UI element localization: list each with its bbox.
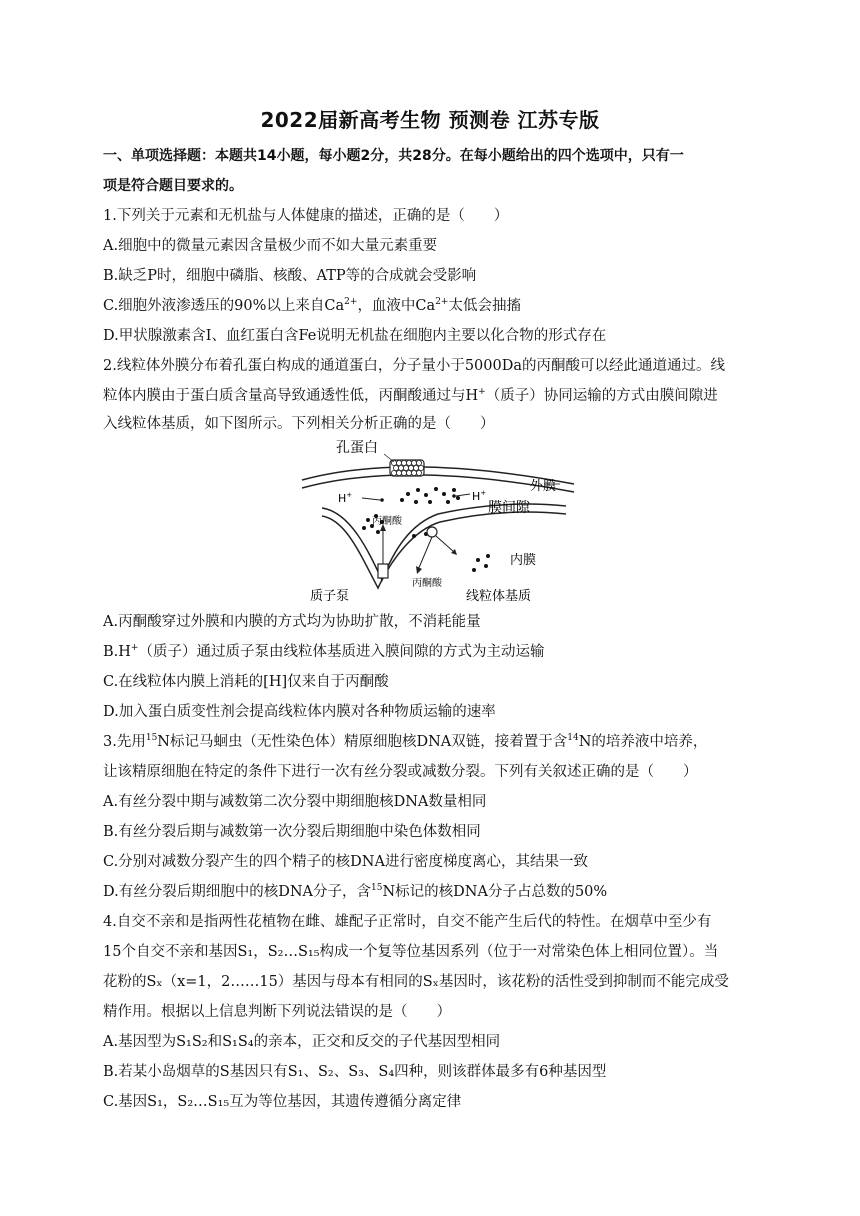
q2-stem-text-2: （质子）协同运输的方式由膜间隙进	[485, 388, 718, 404]
mitochondria-membrane-figure	[298, 432, 578, 608]
cotransporter-icon	[427, 527, 437, 537]
q1-c-text-2: ，血液中Ca	[357, 298, 436, 314]
q3-option-c: C.分别对减数分裂产生的四个精子的核DNA进行密度梯度离心，其结果一致	[103, 854, 588, 870]
q3-stem-line2: 让该精原细胞在特定的条件下进行一次有丝分裂或减数分裂。下列有关叙述正确的是（ ）	[103, 764, 698, 780]
q3-stem-line1	[103, 732, 707, 752]
ion-charge: 2+	[344, 297, 358, 307]
label-h-right: H+	[472, 489, 487, 503]
proton-pump-icon	[378, 564, 388, 578]
label-pyruvate-lower: 丙酮酸	[412, 578, 442, 589]
inner-membrane-inner-line	[322, 512, 566, 588]
q4-option-c: C.基因S₁，S₂…S₁₅互为等位基因，其遗传遵循分离定律	[103, 1094, 462, 1110]
h-arrow-line	[362, 498, 380, 500]
q4-option-b: B.若某小岛烟草的S基因只有S₁、S₂、S₃、S₄四种，则该群体最多有6种基因型	[103, 1064, 607, 1080]
q1-option-a: A.细胞中的微量元素因含量极少而不如大量元素重要	[103, 238, 438, 254]
q3-d-text-1: D.有丝分裂后期细胞中的核DNA分子，含	[103, 884, 372, 900]
q2-stem-text-1: 粒体内膜由于蛋白质含量高导致通透性低，丙酮酸通过与H	[103, 388, 479, 404]
label-intermembrane-space: 膜间隙	[488, 500, 530, 516]
porin-icon	[390, 460, 424, 476]
q2-option-b	[103, 642, 544, 662]
q2-stem-line3: 入线粒体基质，如下图所示。下列相关分析正确的是（ ）	[103, 416, 495, 432]
q4-stem-line3: 花粉的Sₓ（x=1，2……15）基因与母本有相同的Sₓ基因时，该花粉的活性受到抑制而不能完成受	[103, 974, 729, 990]
q4-stem-line1: 4.自交不亲和是指两性花植物在雌、雄配子正常时，自交不能产生后代的特性。在烟草中至少有	[103, 914, 712, 930]
q2-stem-line2	[103, 386, 718, 406]
label-matrix: 线粒体基质	[466, 589, 532, 604]
q1-option-c	[103, 296, 521, 316]
q1-option-b: B.缺乏P时，细胞中磷脂、核酸、ATP等的合成就会受影响	[103, 268, 477, 284]
q3-stem-text-1: 3.先用	[103, 734, 146, 750]
q2-option-d: D.加入蛋白质变性剂会提高线粒体内膜对各种物质运输的速率	[103, 704, 496, 720]
q2-option-a: A.丙酮酸穿过外膜和内膜的方式均为协助扩散，不消耗能量	[103, 614, 481, 630]
plus-sign: +	[130, 643, 139, 653]
section-heading-line1: 一、单项选择题：本题共14小题，每小题2分，共28分。在每小题给出的四个选项中，只有一	[103, 148, 684, 164]
q3-option-b: B.有丝分裂后期与减数第一次分裂后期细胞中染色体数相同	[103, 824, 481, 840]
label-inner-membrane: 内膜	[510, 553, 537, 568]
plus-sign: +	[478, 387, 486, 397]
q4-option-a: A.基因型为S₁S₂和S₁S₄的亲本，正交和反交的子代基因型相同	[103, 1034, 501, 1050]
ion-charge: 2+	[435, 297, 449, 307]
label-proton-pump: 质子泵	[310, 589, 350, 604]
q1-stem: 1.下列关于元素和无机盐与人体健康的描述，正确的是（ ）	[103, 208, 509, 224]
label-pyruvate-upper: 丙酮酸	[372, 516, 402, 527]
q1-c-text-3: 太低会抽搐	[448, 298, 521, 314]
q3-stem-text-3: N的培养液中培养，	[578, 734, 708, 750]
q3-option-a: A.有丝分裂中期与减数第二次分裂中期细胞核DNA数量相同	[103, 794, 487, 810]
isotope-15: 15	[371, 883, 383, 893]
q2-stem-line1: 2.线粒体外膜分布着孔蛋白构成的通道蛋白，分子量小于5000Da的丙酮酸可以经此通道通过。线	[103, 358, 726, 374]
q3-option-d	[103, 882, 607, 902]
q4-stem-line2: 15个自交不亲和基因S₁，S₂…S₁₅构成一个复等位基因系列（位于一对常染色体上相同位置）。当	[103, 944, 719, 960]
isotope-14: 14	[567, 733, 579, 743]
q3-stem-text-2: N标记马蛔虫（无性染色体）精原细胞核DNA双链，接着置于含	[157, 734, 568, 750]
q1-option-d: D.甲状腺激素含I、血红蛋白含Fe说明无机盐在细胞内主要以化合物的形式存在	[103, 328, 607, 344]
page-title: 2022届新高考生物 预测卷 江苏专版	[260, 108, 600, 132]
section-heading-line2: 项是符合题目要求的。	[103, 178, 243, 194]
q2-b-text-1: B.H	[103, 644, 131, 660]
q2-b-text-2: （质子）通过质子泵由线粒体基质进入膜间隙的方式为主动运输	[138, 644, 545, 660]
q3-d-text-2: N标记的核DNA分子占总数的50%	[382, 884, 608, 900]
label-porin: 孔蛋白	[336, 440, 378, 456]
q1-c-text-1: C.细胞外液渗透压的90%以上来自Ca	[103, 298, 345, 314]
label-outer-membrane: 外膜	[530, 479, 557, 494]
q4-stem-line4: 精作用。根据以上信息判断下列说法错误的是（ ）	[103, 1004, 451, 1020]
q2-option-c: C.在线粒体内膜上消耗的[H]仅来自于丙酮酸	[103, 674, 389, 690]
isotope-15: 15	[145, 733, 158, 743]
label-h-left: H+	[338, 491, 353, 505]
